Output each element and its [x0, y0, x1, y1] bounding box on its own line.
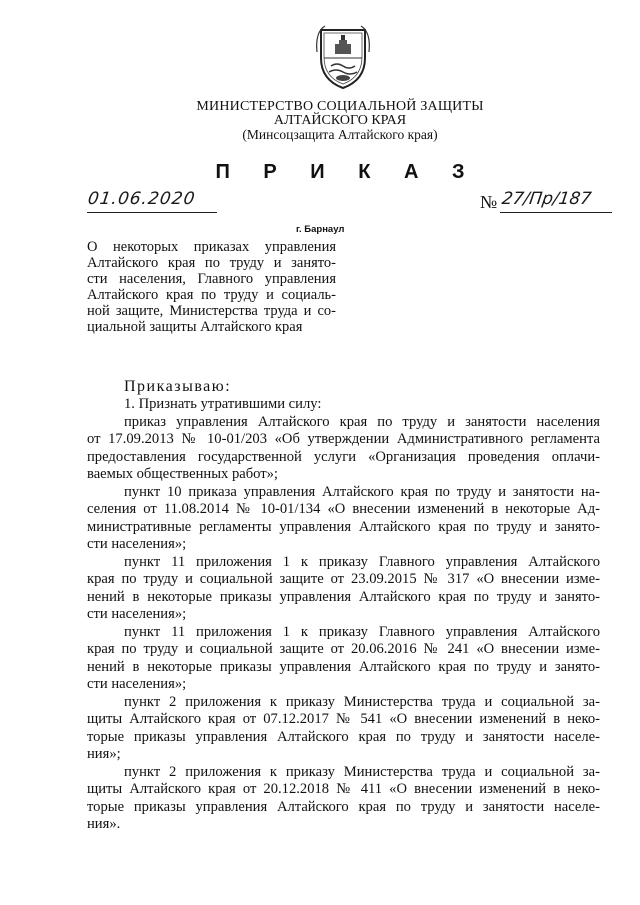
body-line: ния»;: [87, 746, 121, 762]
subject-line: О некоторых приказах управления: [87, 239, 336, 255]
body-line: нений в некоторые приказы управления Алтайского края по труду и занято-: [87, 588, 600, 605]
body-line: пункт 11 приложения 1 к приказу Главного управления Алтайского: [124, 553, 600, 570]
subject-line: сти населения, Главного управления: [87, 271, 336, 287]
body-line: приказ управления Алтайского края по труду и занятости населения: [124, 413, 600, 430]
ministry-short-name: (Минсоцзащита Алтайского края): [242, 127, 438, 142]
document-number: 27/Пр/187: [500, 189, 593, 209]
order-intro: Приказываю:: [124, 378, 232, 395]
body-line: торые приказы управления Алтайского края по труду и занятости населе-: [87, 798, 600, 815]
ministry-name-line-2: АЛТАЙСКОГО КРАЯ: [273, 113, 407, 128]
body-line: щиты Алтайского края от 20.12.2018 № 411 «О внесении изменений в неко-: [87, 781, 600, 797]
body-line: предоставления государственной услуги «Организация проведения оплачи-: [87, 448, 600, 465]
body-line: сти населения»;: [87, 536, 187, 552]
body-line: торые приказы управления Алтайского края по труду и занятости населе-: [87, 728, 600, 745]
city-label: г. Барнаул: [296, 224, 345, 235]
body-line: министративные регламенты управления Алтайского края по труду и занято-: [87, 518, 600, 535]
body-line: края по труду и социальной защите от 23.09.2015 № 317 «О внесении изме-: [87, 571, 600, 587]
body-line: пункт 10 приказа управления Алтайского края по труду и занятости на-: [124, 483, 600, 500]
number-sign: №: [480, 192, 498, 212]
body-line: пункт 2 приложения к приказу Министерства труда и социальной за-: [124, 693, 600, 710]
subject-line: Алтайского края по труду и социаль-: [87, 287, 336, 303]
subject-line: циальной защиты Алтайского края: [87, 319, 303, 335]
body-line: нений в некоторые приказы управления Алтайского края по труду и занято-: [87, 658, 600, 675]
body-line: 1. Признать утратившими силу:: [124, 396, 322, 412]
body-line: пункт 2 приложения к приказу Министерства труда и социальной за-: [124, 763, 600, 780]
document-subject: [87, 239, 336, 335]
body-line: сти населения»;: [87, 676, 187, 692]
ministry-name-line-1: МИНИСТЕРСТВО СОЦИАЛЬНОЙ ЗАЩИТЫ: [196, 99, 484, 114]
altai-krai-coat-of-arms-icon: [313, 22, 373, 92]
body-line: края по труду и социальной защите от 20.06.2016 № 241 «О внесении изме-: [87, 641, 600, 657]
document-type-title: П Р И К А З: [215, 161, 479, 183]
body-line: щиты Алтайского края от 07.12.2017 № 541 «О внесении изменений в неко-: [87, 711, 600, 727]
document-date: 01.06.2020: [86, 189, 197, 209]
subject-line: ной защите, Министерства труда и со-: [87, 303, 336, 319]
body-line: сти населения»;: [87, 606, 187, 622]
body-line: от 17.09.2013 № 10-01/203 «Об утверждении Административного регламента: [87, 431, 600, 447]
body-line: пункт 11 приложения 1 к приказу Главного управления Алтайского: [124, 623, 600, 640]
subject-line: Алтайского края по труду и занято-: [87, 255, 336, 271]
body-line: ния».: [87, 816, 121, 832]
body-line: ваемых общественных работ»;: [87, 466, 278, 482]
document-body: [87, 396, 600, 834]
body-line: селения от 11.08.2014 № 10-01/134 «О внесении изменений в некоторые Ад-: [87, 501, 600, 517]
